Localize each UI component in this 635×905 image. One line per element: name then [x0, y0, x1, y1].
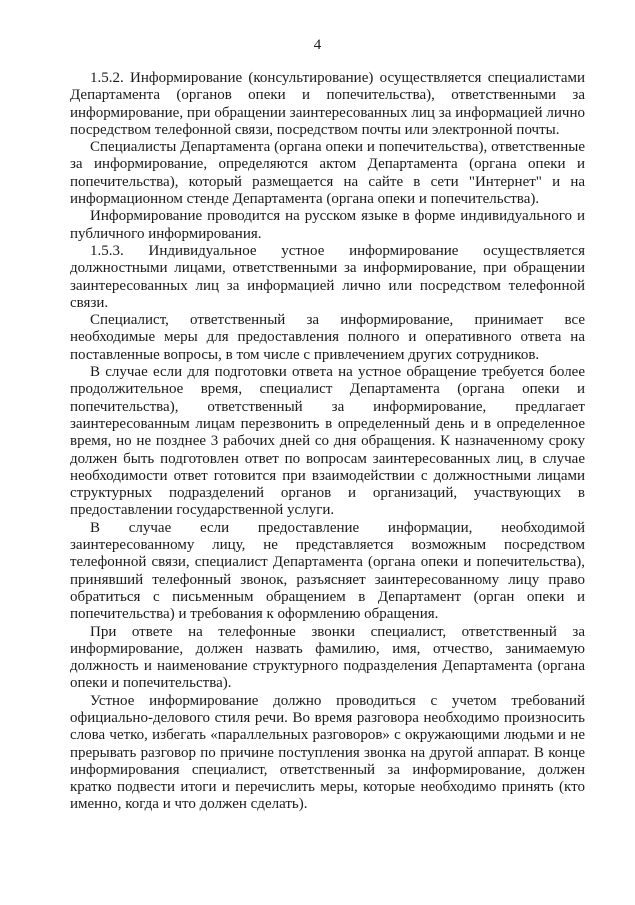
paragraph-speech-style: Устное информирование должно проводиться с учетом требований официально-делового стиля речи. Во время разговора необходимо произносить слова четко, избегать «параллельных разговоров» с окружающими людьми и не прерывать разговор по причине поступления звонка на другой аппарат. В конце информирования специалист, ответственный за информирование, должен кратко подвести итоги и перечислить меры, которые необходимо принять (кто именно, когда и что должен сделать). — [70, 692, 585, 813]
paragraph-written-request: В случае если предоставление информации, необходимой заинтересованному лицу, не представляется возможным посредством телефонной связи, специалист Департамента (органа опеки и попечительства), принявший телефонный звонок, разъясняет заинтересованному лицу право обратиться с письменным обращением в Департамент (орган опеки и попечительства) и требования к оформлению обращения. — [70, 519, 585, 623]
paragraph-1-5-3: 1.5.3. Индивидуальное устное информирование осуществляется должностными лицами, ответственными за информирование, при обращении заинтересованных лиц за информацией лично или посредством телефонной связи. — [70, 242, 585, 311]
page-number: 4 — [313, 37, 322, 53]
document-body — [70, 70, 585, 814]
paragraph-specialist-measures: Специалист, ответственный за информирование, принимает все необходимые меры для предоставления полного и оперативного ответа на поставленные вопросы, в том числе с привлечением других сотрудников. — [70, 312, 585, 363]
paragraph-callback: В случае если для подготовки ответа на устное обращение требуется более продолжительное время, специалист Департамента (органа опеки и попечительства), ответственный за информирование, предлагает заинтересованным лицам перезвонить в определенный день и в определенное время, но не позднее 3 рабочих дней со дня обращения. К назначенному сроку должен быть подготовлен ответ по вопросам заинтересованных лиц, в случае необходимости ответ готовится при взаимодействии с должностными лицами структурных подразделений органов и организаций, участвующих в предоставлении государственной услуги. — [70, 364, 585, 519]
paragraph-1-5-2: 1.5.2. Информирование (консультирование) осуществляется специалистами Департамента (органов опеки и попечительства), ответственными за информирование, при обращении заинтересованных лиц за информацией лично посредством телефонной связи, посредством почты или электронной почты. — [70, 70, 585, 138]
paragraph-specialists-defined: Специалисты Департамента (органа опеки и попечительства), ответственные за информирование, определяются актом Департамента (органа опеки и попечительства), который размещается на сайте в сети "Интернет" и на информационном стенде Департамента (органа опеки и попечительства). — [70, 139, 585, 208]
paragraph-language: Информирование проводится на русском языке в форме индивидуального и публичного информирования. — [70, 208, 585, 242]
paragraph-phone-answer: При ответе на телефонные звонки специалист, ответственный за информирование, должен назвать фамилию, имя, отчество, занимаемую должность и наименование структурного подразделения Департамента (органа опеки и попечительства). — [70, 623, 585, 692]
